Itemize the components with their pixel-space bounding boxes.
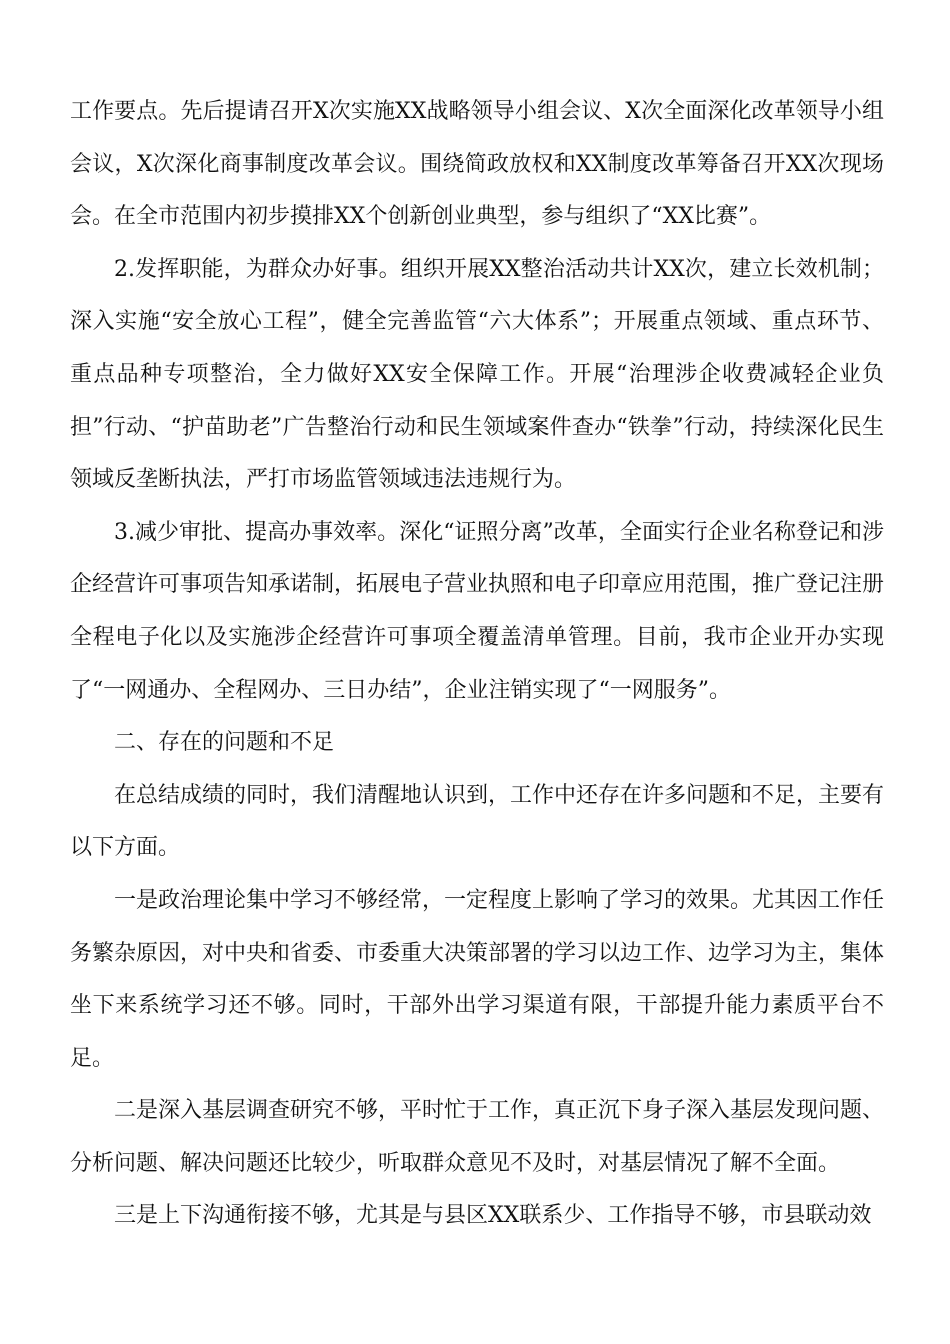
paragraph-intro: 在总结成绩的同时，我们清醒地认识到，工作中还存在许多问题和不足，主要有以下方面。: [70, 782, 885, 861]
document-body: [70, 86, 884, 1243]
paragraph-continuation: 工作要点。先后提请召开X次实施XX战略领导小组会议、X次全面深化改革领导小组会议，X次深化商事制度改革会议。围绕简政放权和XX制度改革筹备召开XX次现场会。在全市范围内初步摸排XX个创新创业典型，参与组织了“XX比赛”。: [70, 99, 884, 230]
section-heading: 二、存在的问题和不足: [114, 730, 335, 756]
paragraph-problem-3: 三是上下沟通衔接不够，尤其是与县区XX联系少、工作指导不够，市县联动效: [114, 1203, 872, 1229]
paragraph-item-3: 3.减少审批、提高办事效率。深化“证照分离”改革，全面实行企业名称登记和涉企经营许可事项告知承诺制，拓展电子营业执照和电子印章应用范围，推广登记注册全程电子化以及实施涉企经营许可事项全覆盖清单管理。目前，我市企业开办实现了“一网通办、全程网办、三日办结”，企业注销实现了“一网服务”。: [70, 519, 885, 703]
paragraph-problem-2: 二是深入基层调查研究不够，平时忙于工作，真正沉下身子深入基层发现问题、分析问题、解决问题还比较少，听取群众意见不及时，对基层情况了解不全面。: [70, 1098, 885, 1176]
paragraph-problem-1: 一是政治理论集中学习不够经常，一定程度上影响了学习的效果。尤其因工作任务繁杂原因，对中央和省委、市委重大决策部署的学习以边工作、边学习为主，集体坐下来系统学习还不够。同时，干部外出学习渠道有限，干部提升能力素质平台不足。: [70, 887, 885, 1071]
paragraph-item-2: 2.发挥职能，为群众办好事。组织开展XX整治活动共计XX次，建立长效机制；深入实施“安全放心工程”，健全完善监管“六大体系”；开展重点领域、重点环节、重点品种专项整治，全力做好XX安全保障工作。开展“治理涉企收费减轻企业负担”行动、“护苗助老”广告整治行动和民生领域案件查办“铁拳”行动，持续深化民生领域反垄断执法，严打市场监管领域违法违规行为。: [70, 256, 884, 493]
